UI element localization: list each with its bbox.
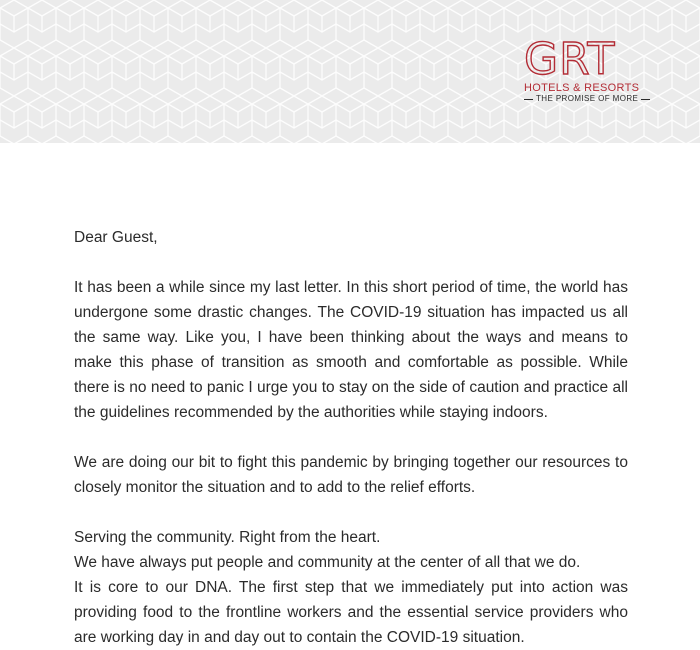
paragraph-2: We are doing our bit to fight this pandemic by bringing together our resources to closely monitor the situation and to add to the relief efforts.: [74, 454, 628, 496]
logo-tagline-row: [524, 94, 664, 104]
logo-tagline: THE PROMISE OF MORE: [536, 94, 639, 103]
letter-body: [74, 225, 628, 650]
section-heading: Serving the community. Right from the heart.: [74, 529, 381, 546]
letterhead-banner: [0, 0, 700, 143]
logo-subtitle: HOTELS & RESORTS: [524, 82, 640, 94]
paragraph-3: It is core to our DNA. The first step that we immediately put into action was providing food to the frontline workers and the essential service providers who are working day in and day out to contain the COVID-19 situation.: [74, 579, 628, 646]
paragraph-1: It has been a while since my last letter. In this short period of time, the world has undergone some drastic changes. The COVID-19 situation has impacted us all the same way. Like you, I have been thinking about the ways and means to make this phase of transition as smooth and comfortable as possible. While there is no need to panic I urge you to stay on the side of caution and practice all the guidelines recommended by the authorities while staying indoors.: [74, 279, 628, 421]
tagline-dash-left: [524, 99, 533, 100]
community-line: We have always put people and community at the center of all that we do.: [74, 554, 581, 571]
tagline-dash-right: [641, 99, 650, 100]
grt-logo: [524, 34, 664, 118]
logo-brand-text: GRT: [524, 34, 616, 85]
salutation: Dear Guest,: [74, 229, 158, 246]
